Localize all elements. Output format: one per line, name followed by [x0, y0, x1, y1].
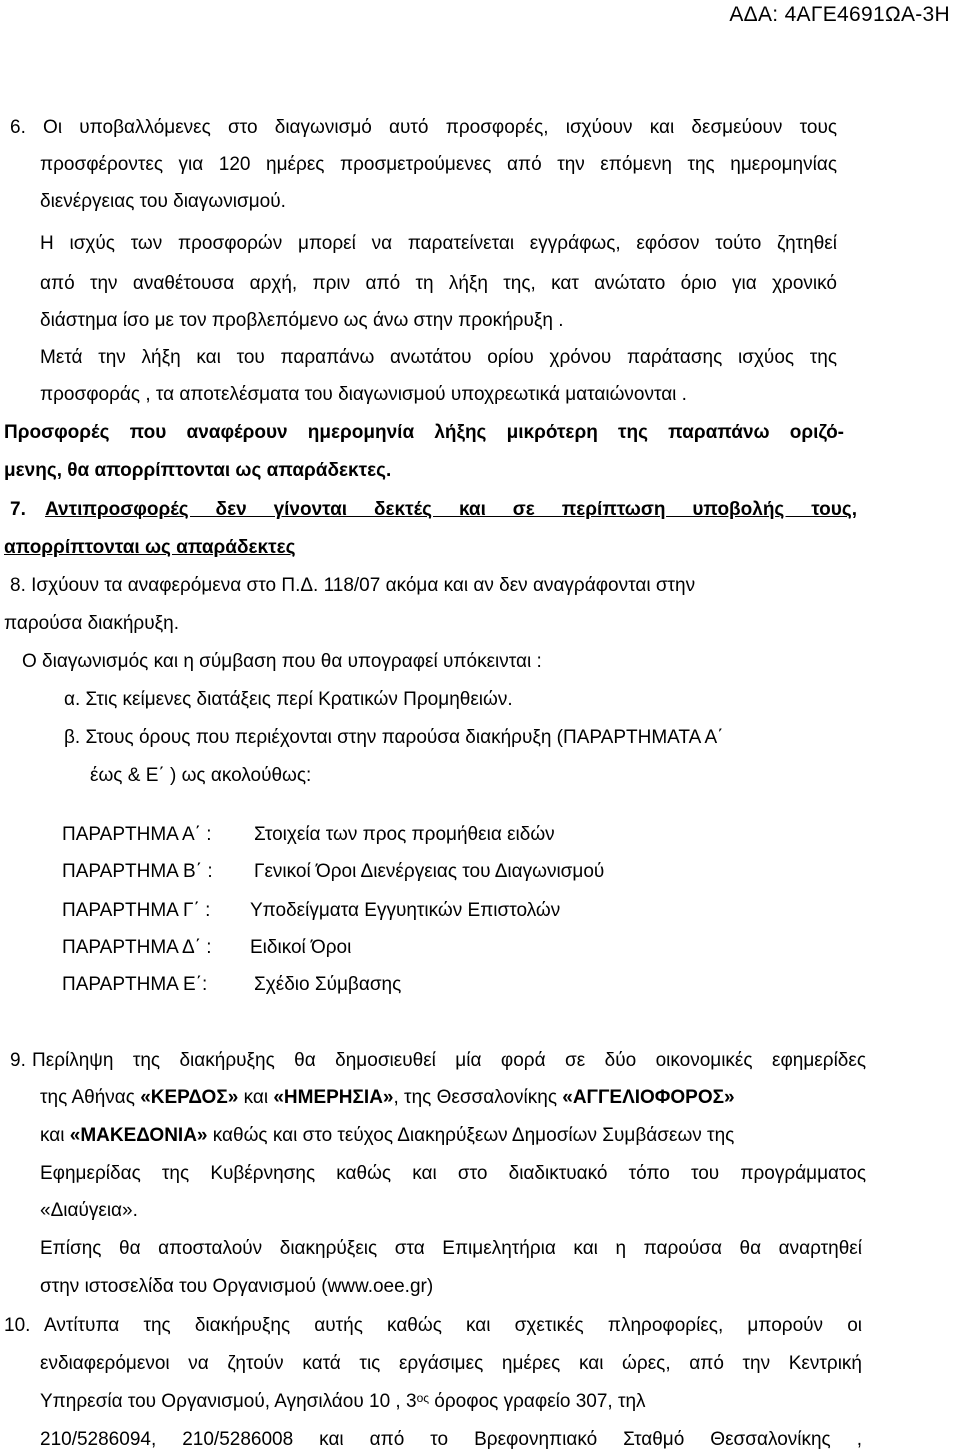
annex-d-label: ΠΑΡΑΡΤΗΜΑ Δ΄ : — [62, 937, 212, 958]
s8-item-b-line-1: β. Στους όρους που περιέχονται στην παρούσα διακήρυξη (ΠΑΡΑΡΤΗΜΑΤΑ Α΄ — [64, 727, 724, 748]
s8-item-b-line-2: έως & Ε΄ ) ως ακολούθως: — [90, 765, 312, 786]
s7-number: 7. — [10, 499, 26, 520]
annex-a-title: Στοιχεία των προς προμήθεια ειδών — [254, 824, 555, 845]
s6-line-3: διενέργειας του διαγωνισμού. — [40, 191, 286, 212]
s6-line-8: προσφοράς , τα αποτελέσματα του διαγωνισμού υποχρεωτικά ματαιώνονται . — [40, 384, 687, 405]
s6-bold-line-2: μενης, θα απορρίπτονται ως απαράδεκτες. — [4, 460, 392, 481]
s6-line-6: διάστημα ίσο με τον προβλεπόμενο ως άνω στην προκήρυξη . — [40, 310, 564, 331]
annex-a-label: ΠΑΡΑΡΤΗΜΑ Α΄ : — [62, 824, 212, 845]
annex-c-title: Υποδείγματα Εγγυητικών Επιστολών — [250, 900, 561, 921]
annex-c-label: ΠΑΡΑΡΤΗΜΑ Γ΄ : — [62, 900, 211, 921]
s8-line-2: παρούσα διακήρυξη. — [4, 613, 179, 634]
s9-line-2-thessaloniki: , της Θεσσαλονίκης — [393, 1087, 563, 1108]
ada-code: ΑΔΑ: 4ΑΓΕ4691ΩΑ-3Η — [729, 3, 950, 26]
s8-line-1: 8. Ισχύουν τα αναφερόμενα στο Π.Δ. 118/07 ακόμα και αν δεν αναγράφονται στην — [10, 575, 696, 596]
s7-line-1: Αντιπροσφορές δεν γίνονται δεκτές και σε περίπτωση υποβολής τους, — [45, 499, 857, 520]
s10-line-1: Αντίτυπα της διακήρυξης αυτής καθώς και σχετικές πληροφορίες, μπορούν οι — [44, 1315, 862, 1336]
s6-line-2: προσφέροντες για 120 ημέρες προσμετρούμενες από την επόμενη της ημερομηνίας — [40, 154, 837, 175]
s9-number: 9. — [10, 1050, 26, 1071]
s10-line-4: 210/5286094, 210/5286008 και από το Βρεφονηπιακό Σταθμό Θεσσαλονίκης , — [40, 1429, 862, 1450]
s9-line-3-and: και — [40, 1125, 70, 1146]
s6-line-7: Μετά την λήξη και του παραπάνω ανωτάτου ορίου χρόνου παράτασης ισχύος της — [40, 347, 837, 368]
annex-e-label: ΠΑΡΑΡΤΗΜΑ Ε΄: — [62, 974, 208, 995]
newspaper-angelioforos: «ΑΓΓΕΛΙΟΦΟΡΟΣ» — [562, 1087, 735, 1108]
s9-line-3-text: καθώς και στο τεύχος Διακηρύξεων Δημοσίων Συμβάσεων της — [207, 1125, 735, 1146]
s9-line-2-and: και — [238, 1087, 274, 1108]
s8-subject-line: Ο διαγωνισμός και η σύμβαση που θα υπογραφεί υπόκεινται : — [22, 651, 542, 672]
s7-line-2: απορρίπτονται ως απαράδεκτες — [4, 537, 296, 558]
s9-line-3 — [40, 1124, 734, 1148]
s6-line-4: Η ισχύς των προσφορών μπορεί να παρατείνεται εγγράφως, εφόσον τούτο ζητηθεί — [40, 233, 837, 254]
newspaper-makedonia: «ΜΑΚΕΔΟΝΙΑ» — [69, 1125, 208, 1146]
s9-line-4: Εφημερίδας της Κυβέρνησης καθώς και στο διαδικτυακό τόπο του προγράμματος — [40, 1163, 866, 1184]
s9-line-7: στην ιστοσελίδα του Οργανισμού (www.oee.gr) — [40, 1276, 434, 1297]
s10-line-2: ενδιαφερόμενοι να ζητούν κατά τις εργάσιμες ημέρες και ώρες, από την Κεντρική — [40, 1353, 862, 1374]
s9-line-5: «Διαύγεια». — [40, 1200, 138, 1221]
floor-ordinal-suffix: ος — [416, 1391, 430, 1405]
s9-line-2-text: της Αθήνας — [40, 1087, 141, 1108]
s9-line-6: Επίσης θα αποσταλούν διακηρύξεις στα Επιμελητήρια και η παρούσα θα αναρτηθεί — [40, 1238, 862, 1259]
s6-line-5: από την αναθέτουσα αρχή, πριν από τη λήξη της, κατ ανώτατο όριο για χρονικό — [40, 273, 837, 294]
s10-line-3 — [40, 1390, 862, 1414]
annex-e-title: Σχέδιο Σύμβασης — [254, 974, 402, 995]
s8-item-a: α. Στις κείμενες διατάξεις περί Κρατικών Προμηθειών. — [64, 689, 513, 710]
newspaper-imerisia: «ΗΜΕΡΗΣΙΑ» — [273, 1087, 394, 1108]
s9-line-1: Περίληψη της διακήρυξης θα δημοσιευθεί μία φορά σε δύο οικονομικές εφημερίδες — [32, 1050, 866, 1071]
s10-number: 10. — [4, 1315, 31, 1336]
s9-line-2 — [40, 1086, 735, 1110]
s6-bold-line-1: Προσφορές που αναφέρουν ημερομηνία λήξης μικρότερη της παραπάνω οριζό- — [4, 422, 844, 443]
annex-b-label: ΠΑΡΑΡΤΗΜΑ Β΄ : — [62, 861, 213, 882]
newspaper-kerdos: «ΚΕΡΔΟΣ» — [140, 1087, 239, 1108]
s10-line-3-office: όροφος γραφείο 307, τηλ — [429, 1391, 646, 1412]
s10-line-3-text: Υπηρεσία του Οργανισμού, Αγησιλάου 10 , 3 — [40, 1391, 417, 1412]
annex-b-title: Γενικοί Όροι Διενέργειας του Διαγωνισμού — [254, 861, 605, 882]
s6-line-1: 6. Οι υποβαλλόμενες στο διαγωνισμό αυτό προσφορές, ισχύουν και δεσμεύουν τους — [10, 117, 837, 138]
annex-d-title: Ειδικοί Όροι — [250, 937, 352, 958]
